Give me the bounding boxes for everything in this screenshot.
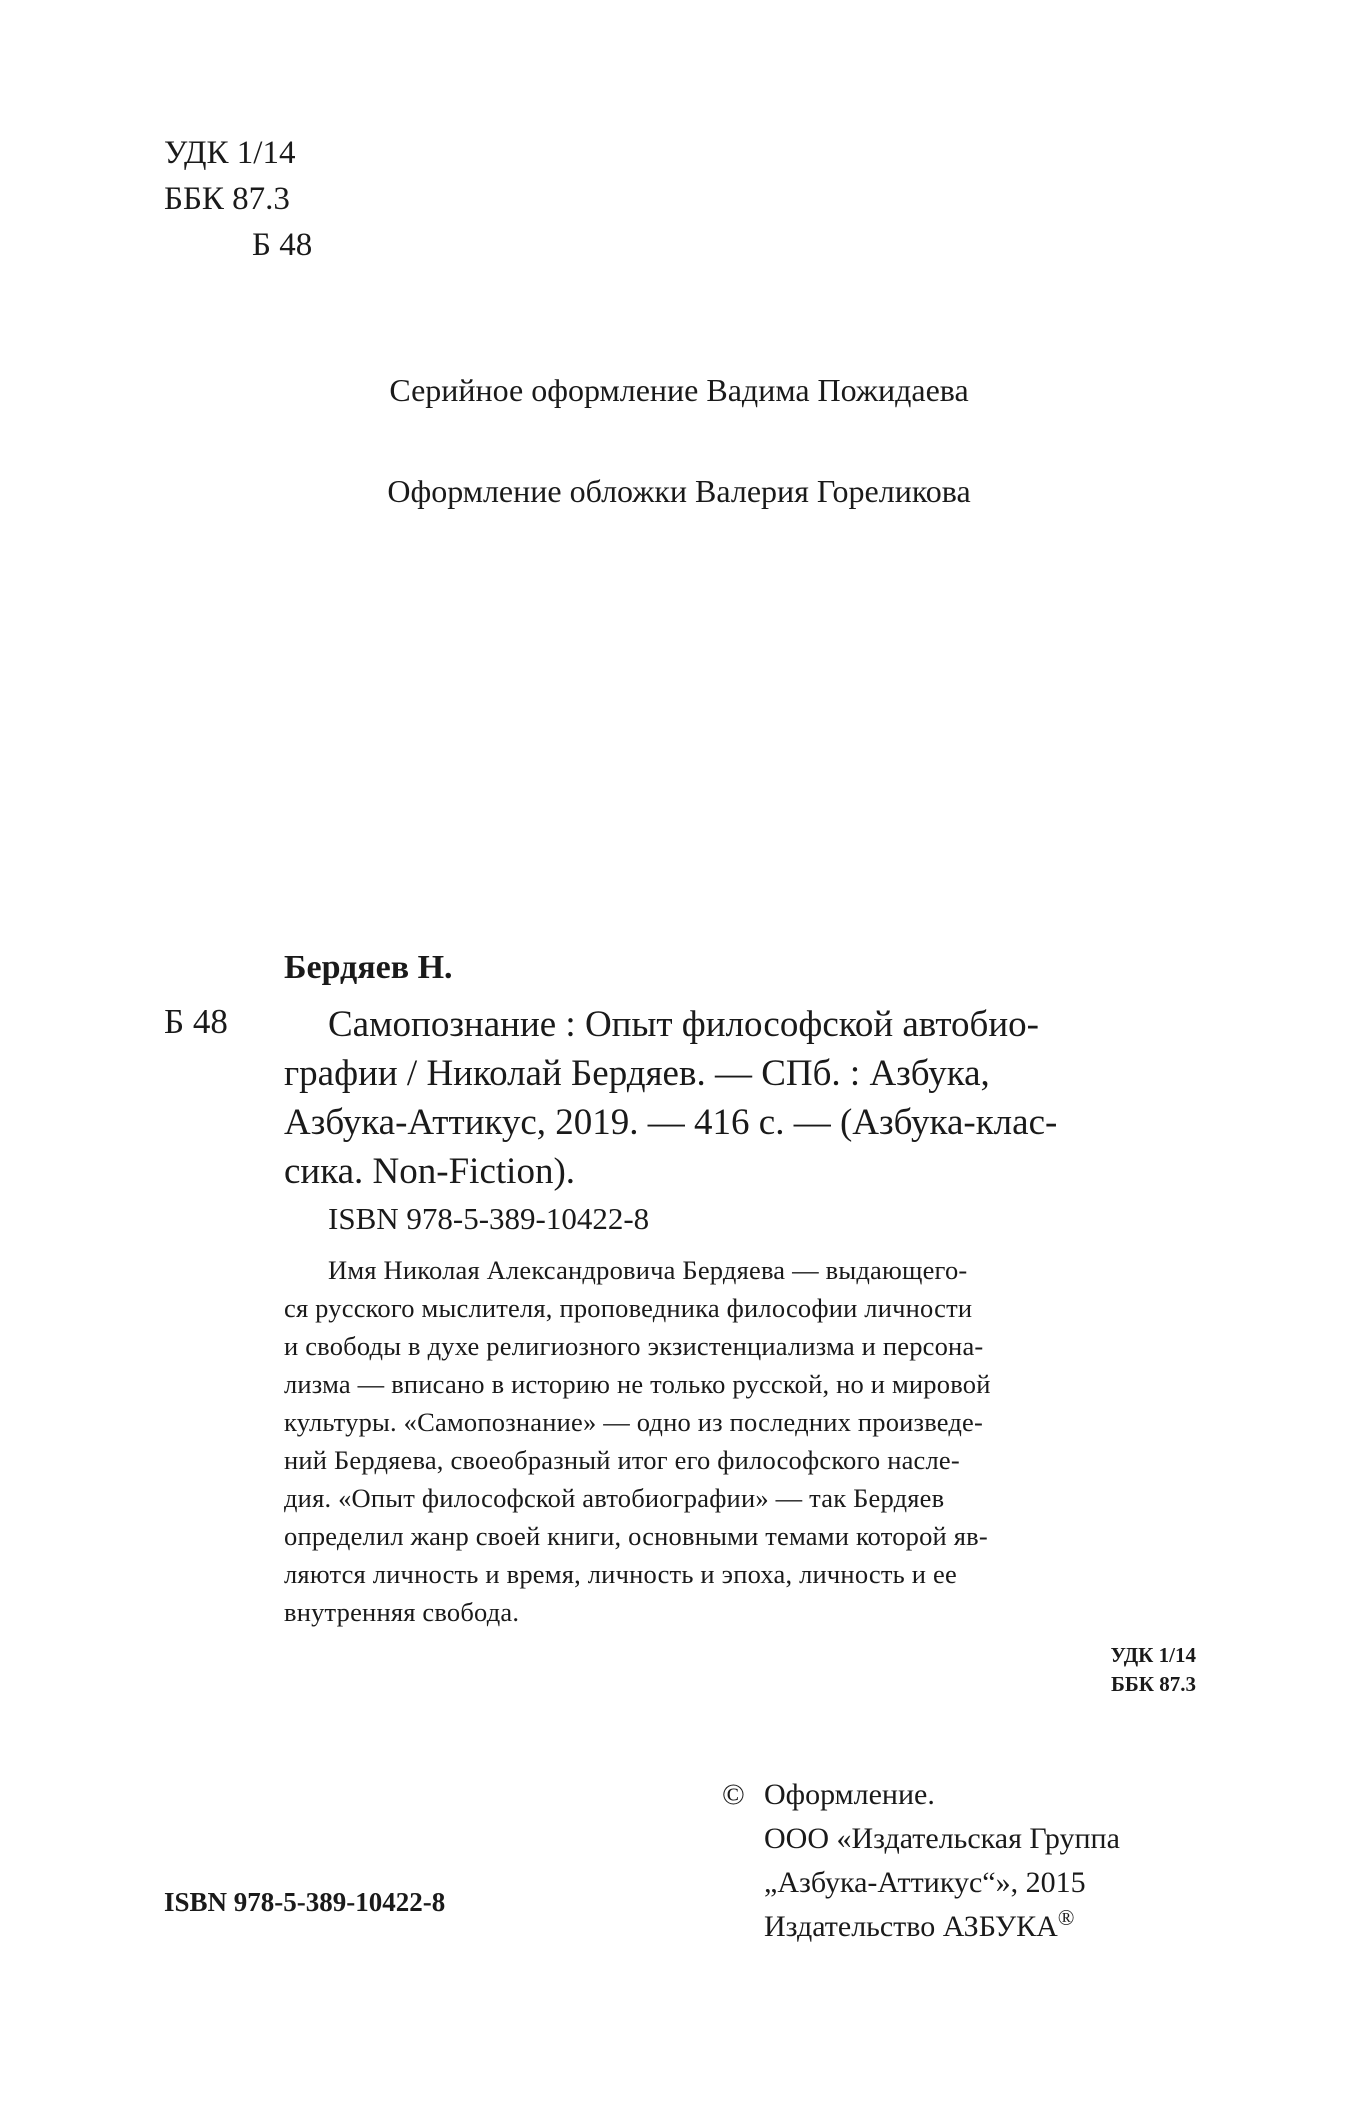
card-codes [1000, 1641, 1196, 1699]
copyright-line: „Азбука-Аттикус“», 2015 [764, 1866, 1086, 1899]
annotation-line: внутренняя свобода. [284, 1597, 520, 1627]
series-design-credit: Серийное оформление Вадима Пожидаева [389, 372, 969, 408]
footer-isbn: ISBN 978-5-389-10422-8 [164, 1887, 446, 1917]
card-isbn: ISBN 978-5-389-10422-8 [328, 1201, 650, 1236]
bbk-code: ББК 87.3 [164, 181, 290, 217]
description-line: сика. Non-Fiction). [284, 1151, 576, 1192]
annotation-line: лизма — вписано в историю не только русской, но и мировой [284, 1369, 991, 1399]
annotation-line: Имя Николая Александровича Бердяева — выдающего- [328, 1255, 968, 1285]
registered-mark: ® [1057, 1905, 1075, 1930]
annotation-line: ся русского мыслителя, проповедника философии личности [284, 1293, 973, 1323]
annotation-line: ний Бердяева, своеобразный итог его философского насле- [284, 1445, 960, 1475]
card-bbk: ББК 87.3 [1111, 1672, 1196, 1696]
annotation-line: культуры. «Самопознание» — одно из последних произведе- [284, 1407, 984, 1437]
copyright-line [764, 1905, 1120, 1949]
annotation-line: ляются личность и время, личность и эпоха, личность и ее [284, 1559, 957, 1589]
card-author: Бердяев Н. [284, 949, 453, 986]
udk-code: УДК 1/14 [164, 135, 296, 171]
annotation-line: определил жанр своей книги, основными темами которой яв- [284, 1521, 988, 1551]
publisher-name: Издательство АЗБУКА [764, 1910, 1058, 1943]
card-index: Б 48 [164, 1002, 228, 1041]
description-line: графии / Николай Бердяев. — СПб. : Азбука, [284, 1053, 990, 1094]
author-sign: Б 48 [252, 227, 313, 263]
copyright-line: ООО «Издательская Группа [764, 1822, 1120, 1855]
description-line: Азбука-Аттикус, 2019. — 416 с. — (Азбука-клас- [284, 1102, 1058, 1143]
copyright-block [764, 1773, 1120, 1949]
description-line: Самопознание : Опыт философской автобио- [328, 1004, 1039, 1045]
annotation-line: дия. «Опыт философской автобиографии» — так Бердяев [284, 1483, 945, 1513]
copyright-symbol: © [722, 1778, 745, 1811]
card-udk: УДК 1/14 [1110, 1643, 1196, 1667]
card-annotation [284, 1251, 1196, 1631]
cover-design-credit: Оформление обложки Валерия Гореликова [387, 473, 971, 509]
card-description [284, 1000, 1196, 1196]
classification-block [164, 130, 312, 268]
copyright-line: Оформление. [764, 1778, 935, 1811]
annotation-line: и свободы в духе религиозного экзистенциализма и персона- [284, 1331, 984, 1361]
